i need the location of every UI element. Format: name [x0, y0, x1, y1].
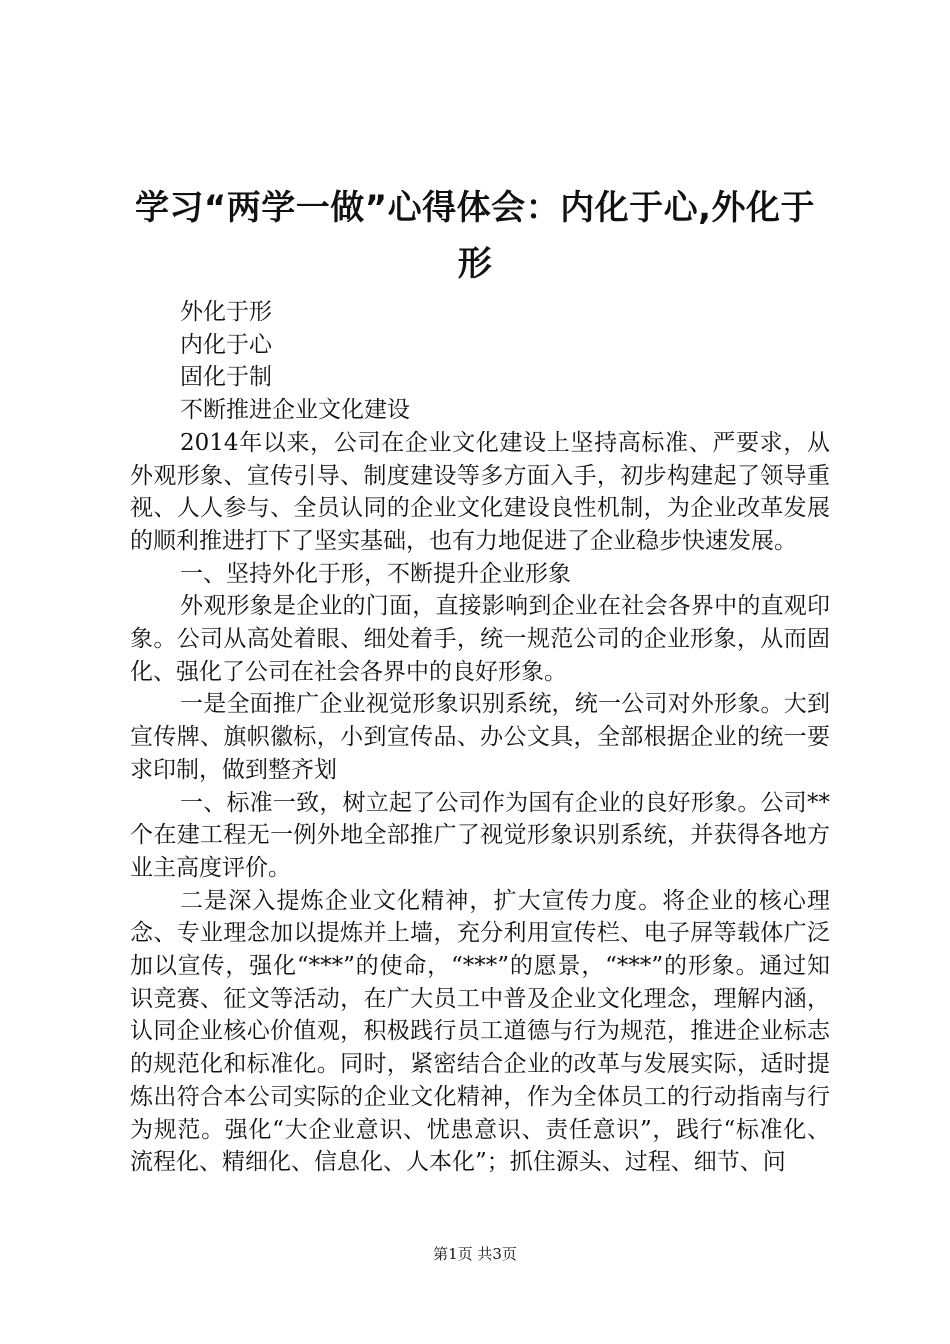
body-paragraph: 外观形象是企业的门面，直接影响到企业在社会各界中的直观印象。公司从高处着眼、细处着手，统一规范公司的企业形象，从而固化、强化了公司在社会各界中的良好形象。: [130, 593, 830, 685]
document-body: [130, 296, 830, 1179]
section-heading: 一、坚持外化于形，不断提升企业形象: [180, 560, 571, 587]
body-paragraph: 固化于制: [180, 364, 272, 391]
body-paragraph: 不断推进企业文化建设: [180, 397, 410, 424]
body-paragraph: 一是全面推广企业视觉形象识别系统，统一公司对外形象。大到宣传牌、旗帜徽标，小到宣传品、办公文具，全部根据企业的统一要求印制，做到整齐划: [130, 691, 830, 783]
body-paragraph: 一、标准一致，树立起了公司作为国有企业的良好形象。公司**个在建工程无一例外地全部推广了视觉形象识别系统，并获得各地方业主高度评价。: [130, 789, 830, 881]
body-paragraph: 2014年以来，公司在企业文化建设上坚持高标准、严要求，从外观形象、宣传引导、制度建设等多方面入手，初步构建起了领导重视、人人参与、全员认同的企业文化建设良性机制，为企业改革发展的顺利推进打下了坚实基础，也有力地促进了企业稳步快速发展。: [130, 429, 830, 554]
document-title: 学习“两学一做”心得体会：内化于心,外化于形: [134, 188, 816, 284]
page-number-footer: 第1页 共3页: [433, 1245, 517, 1263]
body-paragraph: 二是深入提炼企业文化精神，扩大宣传力度。将企业的核心理念、专业理念加以提炼并上墙，充分利用宣传栏、电子屏等载体广泛加以宣传，强化“***”的使命，“***”的愿景，“***”的形象。通过知识竞赛、征文等活动，在广大员工中普及企业文化理念，理解内涵，认同企业核心价值观，积极践行员工道德与行为规范，推进企业标志的规范化和标准化。同时，紧密结合企业的改革与发展实际，适时提炼出符合本公司实际的企业文化精神，作为全体员工的行动指南与行为规范。强化“大企业意识、忧患意识、责任意识”，践行“标准化、流程化、精细化、信息化、人本化”；抓住源头、过程、细节、问: [130, 887, 830, 1176]
body-paragraph: 内化于心: [180, 331, 272, 358]
body-paragraph: 外化于形: [180, 299, 272, 325]
